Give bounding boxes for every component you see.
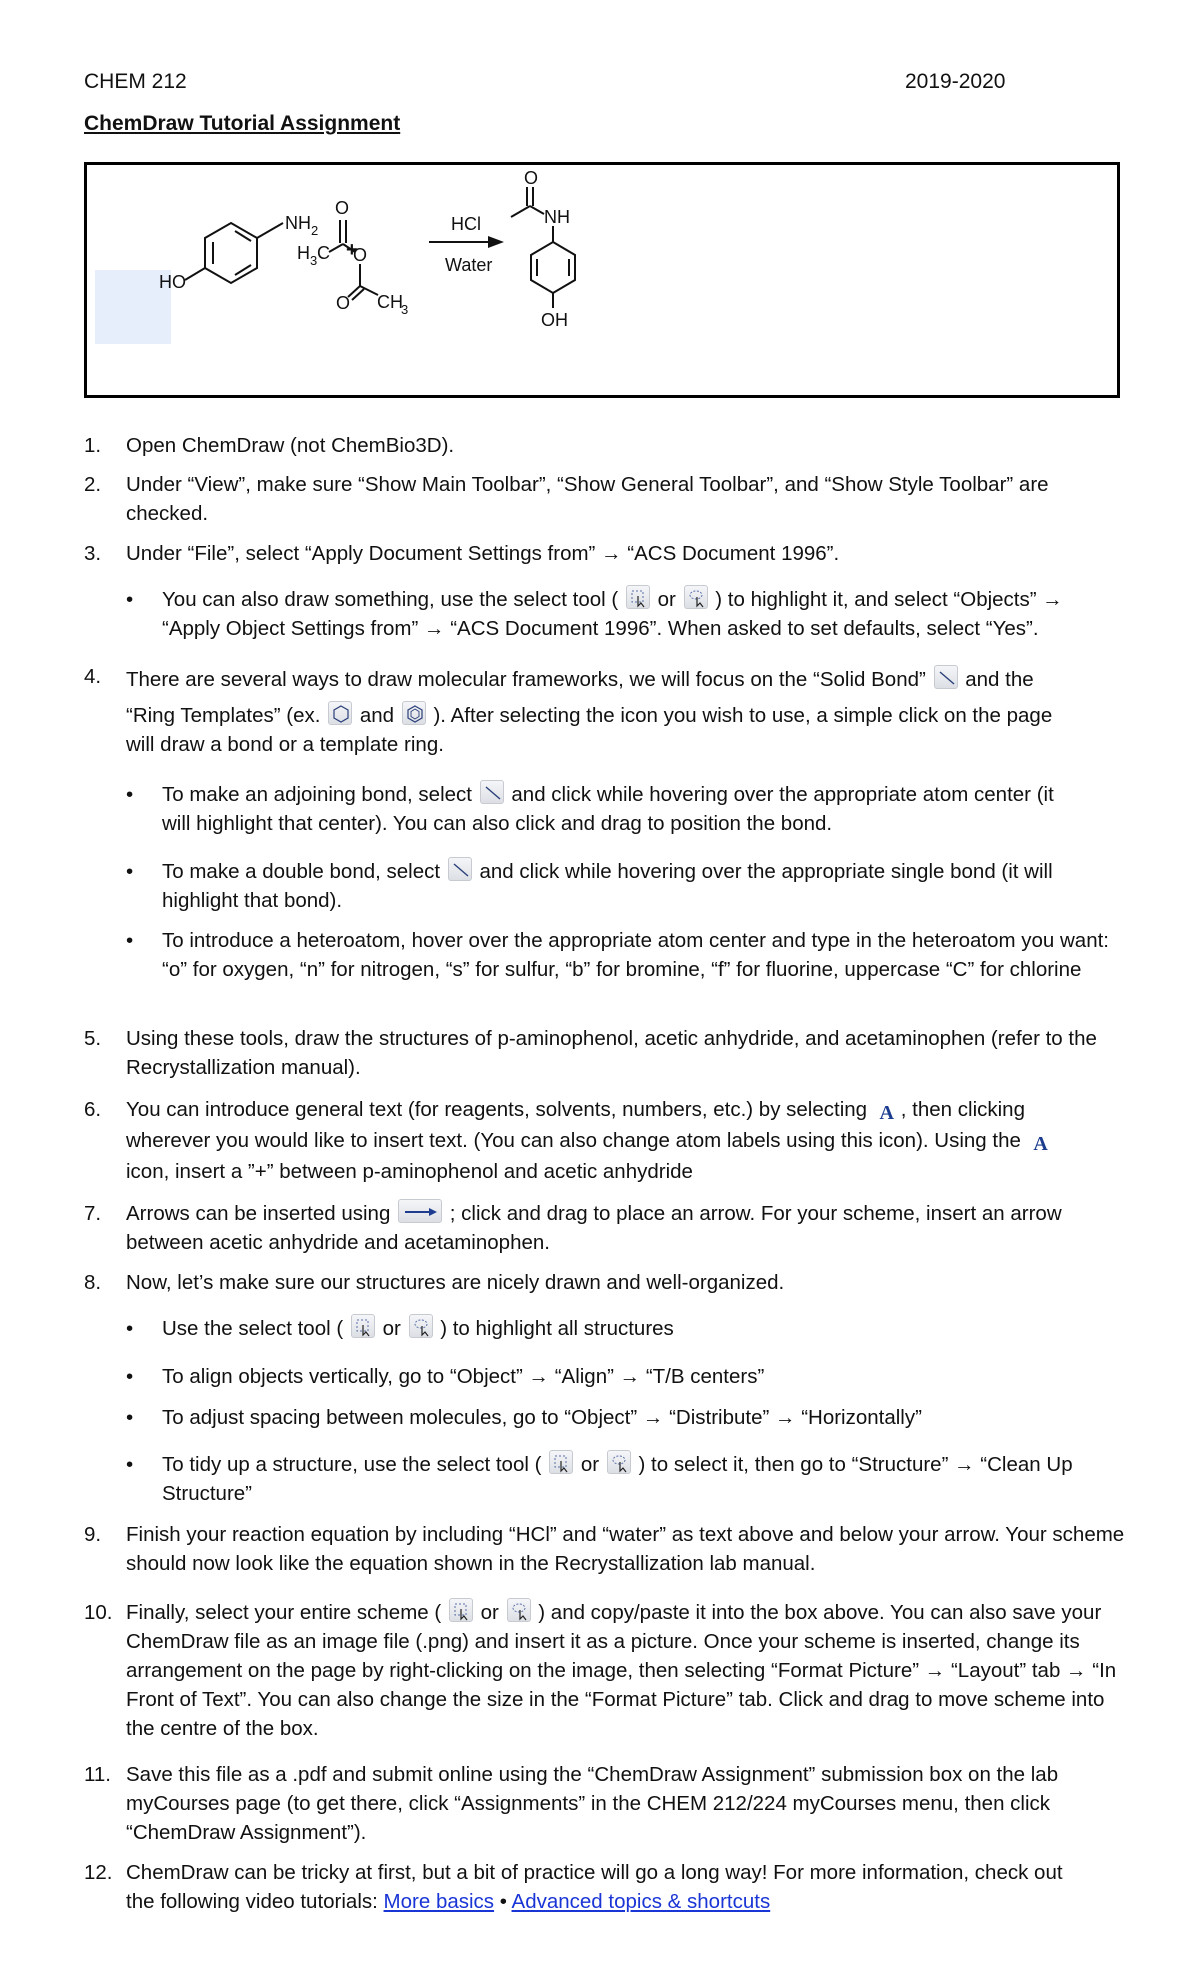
- select-tool-icon: [626, 585, 650, 609]
- step-number: 1.: [84, 434, 102, 457]
- step-text: Under “View”, make sure “Show Main Toolbar”, “Show General Toolbar”, and “Show Style Toolbar” are checked.: [126, 473, 1049, 525]
- arrow-head: [488, 236, 504, 248]
- course-code: CHEM 212: [84, 70, 187, 93]
- step-text: ChemDraw can be tricky at first, but a bit of practice will go a long way! For more information, check out the following video tutorials: More basics • Advanced topics & shortcuts: [126, 1861, 1063, 1913]
- step-text: Open ChemDraw (not ChemBio3D).: [126, 434, 455, 457]
- bullet-text: To make a double bond, select and click while hovering over the appropriate single bond (it will highlight that bond).: [162, 857, 1126, 915]
- product-oh: OH: [541, 310, 568, 330]
- step-text: Save this file as a .pdf and submit online using the “ChemDraw Assignment” submission box on the lab myCourses page (to get there, click “Assignments” in the CHEM 212/224 myCourses menu, then click “ChemDraw Assignment”).: [126, 1763, 1059, 1844]
- nh2-label: NH: [285, 213, 311, 233]
- anhydride-o-low: O: [336, 293, 351, 313]
- step-number: 10.: [84, 1601, 113, 1624]
- nh2-subscript: 2: [311, 223, 319, 238]
- ch3-subscript: 3: [401, 302, 409, 317]
- h3c-sub: 3: [310, 253, 318, 268]
- bullet: •: [126, 929, 134, 952]
- step-number: 5.: [84, 1027, 102, 1050]
- step-number: 8.: [84, 1271, 102, 1294]
- step-text: There are several ways to draw molecular frameworks, we will focus on the “Solid Bond” and the “Ring Templates” (ex. and ). After selecting the icon you wish to use, a simple click on the page: [126, 662, 1126, 734]
- bullet: •: [126, 783, 134, 806]
- bullet: •: [126, 1453, 134, 1476]
- bullet: •: [126, 860, 134, 883]
- solid-bond-icon: [448, 857, 472, 881]
- text-tool-icon: A: [879, 1102, 894, 1124]
- select-tool-icon: [449, 1598, 473, 1622]
- bullet-text: To tidy up a structure, use the select tool ( or ) to select it, then go to “Structure” → “Clean Up Structure”: [162, 1450, 1126, 1508]
- lasso-tool-icon: [607, 1450, 631, 1474]
- step-number: 9.: [84, 1523, 102, 1546]
- step-text-continued: will draw a bond or a template ring.: [126, 733, 444, 756]
- step-number: 4.: [84, 665, 102, 688]
- step-text: Using these tools, draw the structures of p-aminophenol, acetic anhydride, and acetaminophen (refer to the Recrystallization manual).: [126, 1027, 1097, 1079]
- step-number: 12.: [84, 1861, 113, 1884]
- advanced-topics-link[interactable]: Advanced topics & shortcuts: [511, 1890, 771, 1913]
- aminophenol-structure: [185, 223, 283, 283]
- h3c-c: C: [317, 243, 330, 263]
- step-text: Arrows can be inserted using ; click and drag to place an arrow. For your scheme, insert an arrow between acetic anhydride and acetaminophen.: [126, 1199, 1126, 1257]
- bullet: •: [126, 1317, 134, 1340]
- lasso-tool-icon: [684, 585, 708, 609]
- solid-bond-icon: [480, 780, 504, 804]
- lasso-tool-icon: [409, 1314, 433, 1338]
- arrow-tool-icon: [398, 1199, 442, 1223]
- solid-bond-icon: [934, 665, 958, 689]
- bullet-text: To adjust spacing between molecules, go to “Object” → “Distribute” → “Horizontally”: [162, 1406, 922, 1429]
- reagent-hcl: HCl: [451, 214, 481, 234]
- step-number: 3.: [84, 542, 102, 565]
- step-text: Now, let’s make sure our structures are nicely drawn and well-organized.: [126, 1271, 785, 1294]
- h3c-h: H: [297, 243, 310, 263]
- bullet-text: To make an adjoining bond, select and click while hovering over the appropriate atom center (it will highlight that center). You can also click and drag to position the bond.: [162, 780, 1126, 838]
- reagent-water: Water: [445, 255, 493, 275]
- text-tool-icon: A: [1033, 1133, 1048, 1155]
- step-number: 11.: [84, 1763, 111, 1786]
- plus-sign: +: [346, 239, 358, 261]
- select-tool-icon: [549, 1450, 573, 1474]
- bullet-text: To align objects vertically, go to “Object” → “Align” → “T/B centers”: [162, 1365, 765, 1388]
- product-nh: NH: [544, 207, 570, 227]
- bullet-text: Use the select tool ( or ) to highlight all structures: [162, 1314, 1126, 1343]
- step-text: You can introduce general text (for reagents, solvents, numbers, etc.) by selecting A , then clicking wherever you would like to insert text. (You can also change atom labels using this icon). Using the A icon, insert a ”+” between p-aminophenol and acetic anhydride: [126, 1095, 1126, 1186]
- step-text: Under “File”, select “Apply Document Settings from” → “ACS Document 1996”.: [126, 542, 840, 565]
- step-number: 2.: [84, 473, 102, 496]
- academic-year: 2019-2020: [905, 70, 1006, 93]
- bullet: •: [126, 1365, 134, 1388]
- step-number: 6.: [84, 1098, 102, 1121]
- step-text: Finish your reaction equation by including “HCl” and “water” as text above and below your arrow. Your scheme should now look like the equation shown in the Recrystallization lab manual.: [126, 1523, 1125, 1575]
- lasso-tool-icon: [507, 1598, 531, 1622]
- more-basics-link[interactable]: More basics: [383, 1890, 495, 1913]
- bullet-text: To introduce a heteroatom, hover over the appropriate atom center and type in the heteroatom you want: “o” for oxygen, “n” for nitrogen, “s” for sulfur, “b” for bromine, “f” for fluorine, uppercase “C” for chlorine: [162, 929, 1109, 981]
- anhydride-o-top: O: [335, 198, 350, 218]
- cyclohexane-template-icon: [328, 701, 352, 725]
- page-title: ChemDraw Tutorial Assignment: [84, 112, 401, 135]
- step-number: 7.: [84, 1202, 102, 1225]
- anhydride-o-mid: O: [353, 245, 368, 265]
- bullet-text: You can also draw something, use the select tool ( or ) to highlight it, and select “Objects” → “Apply Object Settings from” → “ACS Document 1996”. When asked to set defaults, select “Yes”.: [162, 585, 1126, 643]
- acetaminophen-structure: [511, 187, 575, 308]
- step-text: Finally, select your entire scheme ( or ) and copy/paste it into the box above. You can also save your ChemDraw file as an image file (.png) and insert it as a picture. Once your scheme is inserted, change its arrangement on the page by right-clicking on the image, then selecting “Format Picture” → “Layout” tab → “In Front of Text”. You can also change the size in the “Format Picture” tab. Click and drag to move scheme into the centre of the box.: [126, 1598, 1126, 1743]
- ch3-label: CH: [377, 292, 403, 312]
- benzene-template-icon: [402, 701, 426, 725]
- select-tool-icon: [351, 1314, 375, 1338]
- ho-label: HO: [159, 272, 186, 292]
- bullet: •: [126, 1406, 134, 1429]
- reaction-scheme: [84, 162, 1120, 398]
- bullet: •: [126, 588, 134, 611]
- product-o: O: [524, 168, 539, 188]
